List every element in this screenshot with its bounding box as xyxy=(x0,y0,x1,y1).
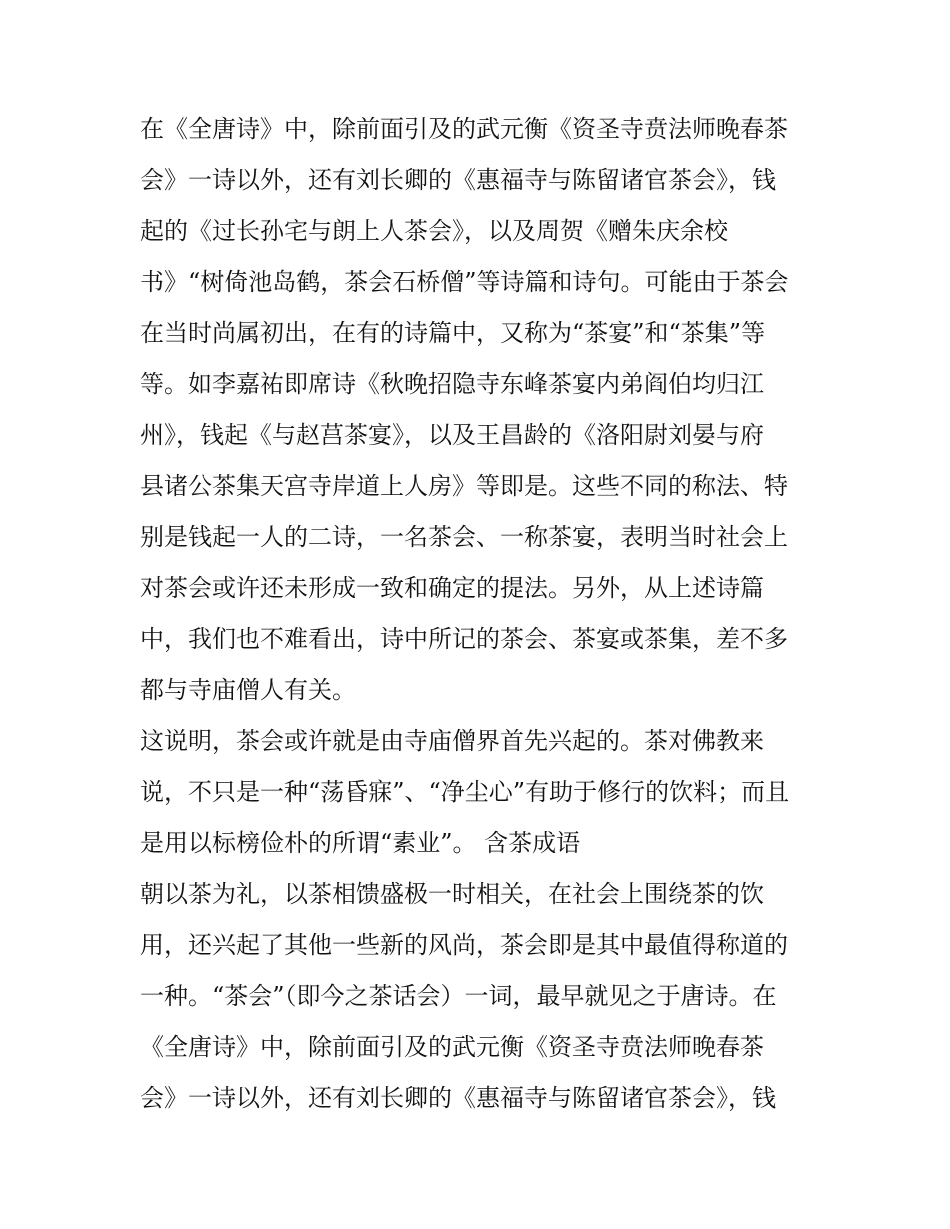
text-line: 会》一诗以外，还有刘长卿的《惠福寺与陈留诸官茶会》，钱 xyxy=(140,1084,776,1112)
text-line: 都与寺庙僧人有关。 xyxy=(140,676,356,704)
text-line: 起的《过长孙宅与朗上人茶会》，以及周贺《赠朱庆余校 xyxy=(140,217,728,245)
text-line: 会》一诗以外，还有刘长卿的《惠福寺与陈留诸官茶会》，钱 xyxy=(140,166,776,194)
text-line: 在当时尚属初出，在有的诗篇中，又称为“茶宴”和“茶集”等 xyxy=(140,319,766,347)
text-line: 一种。“茶会”（即今之茶话会）一词，最早就见之于唐诗。在 xyxy=(140,982,777,1010)
text-line: 等。如李嘉祐即席诗《秋晚招隐寺东峰茶宴内弟阎伯均归江 xyxy=(140,370,764,398)
text-line: 州》，钱起《与赵莒茶宴》，以及王昌龄的《洛阳尉刘晏与府 xyxy=(140,421,764,449)
text-line: 《全唐诗》中，除前面引及的武元衡《资圣寺贲法师晚春茶 xyxy=(140,1033,764,1061)
document-body xyxy=(140,104,820,1124)
text-line: 中，我们也不难看出，诗中所记的茶会、茶宴或茶集，差不多 xyxy=(140,625,788,653)
text-line: 书》“树倚池岛鹤，茶会石桥僧”等诗篇和诗句。可能由于茶会 xyxy=(140,268,789,296)
text-line: 用，还兴起了其他一些新的风尚，茶会即是其中最值得称道的 xyxy=(140,931,788,959)
text-line: 说，不只是一种“荡昏寐”、“净尘心”有助于修行的饮料；而且 xyxy=(140,778,790,806)
text-line: 是用以标榜俭朴的所谓“素业”。 含茶成语 xyxy=(140,829,581,857)
text-line: 朝以茶为礼，以茶相馈盛极一时相关，在社会上围绕茶的饮 xyxy=(140,880,764,908)
text-line: 这说明，茶会或许就是由寺庙僧界首先兴起的。茶对佛教来 xyxy=(140,727,764,755)
text-line: 县诸公茶集天宫寺岸道上人房》等即是。这些不同的称法、特 xyxy=(140,472,788,500)
text-line: 对茶会或许还未形成一致和确定的提法。另外，从上述诗篇 xyxy=(140,574,764,602)
text-line: 在《全唐诗》中，除前面引及的武元衡《资圣寺贲法师晚春茶 xyxy=(140,115,788,143)
text-line: 别是钱起一人的二诗，一名茶会、一称茶宴，表明当时社会上 xyxy=(140,523,788,551)
